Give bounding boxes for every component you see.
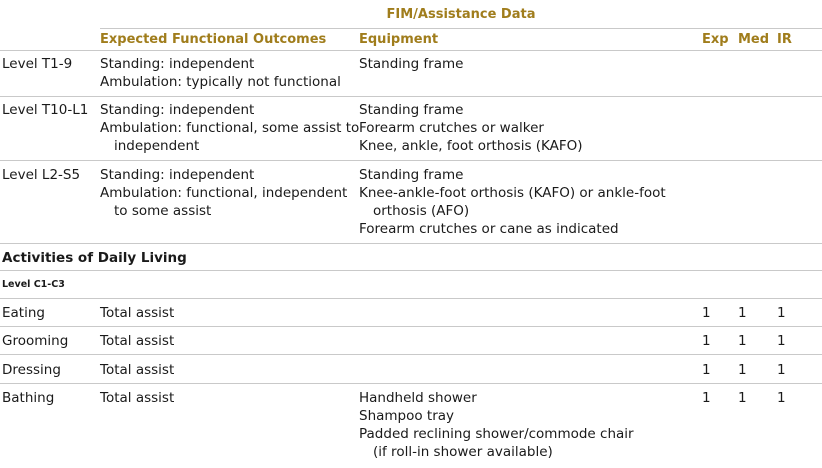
activity-label: Bathing <box>2 390 55 406</box>
equipment-line: Handheld shower <box>359 390 477 406</box>
row-rule <box>0 160 822 161</box>
col-header-equipment: Equipment <box>359 32 439 47</box>
level-label: Level L2-S5 <box>2 167 81 183</box>
ir-value: 1 <box>777 390 786 406</box>
row-rule <box>0 96 822 97</box>
activity-label: Eating <box>2 305 45 321</box>
outcome-line: independent <box>114 138 200 154</box>
equipment-line: Padded reclining shower/commode chair <box>359 426 634 442</box>
equipment-line: (if roll-in shower available) <box>373 444 553 460</box>
section-title: Activities of Daily Living <box>2 250 187 266</box>
assist-value: Total assist <box>100 362 175 378</box>
outcome-line: Ambulation: functional, independent <box>100 185 348 201</box>
equipment-line: orthosis (AFO) <box>373 203 470 219</box>
row-rule <box>0 298 822 299</box>
med-value: 1 <box>738 305 747 321</box>
col-header-med: Med <box>738 32 770 47</box>
equipment-line: Forearm crutches or walker <box>359 120 544 136</box>
title-rule <box>100 28 822 29</box>
equipment-line: Standing frame <box>359 56 464 72</box>
outcome-line: Standing: independent <box>100 102 255 118</box>
col-header-outcomes: Expected Functional Outcomes <box>100 32 327 47</box>
row-rule <box>0 383 822 384</box>
activity-label: Dressing <box>2 362 61 378</box>
row-rule <box>0 354 822 355</box>
outcome-line: to some assist <box>114 203 212 219</box>
equipment-cell <box>359 55 463 73</box>
header-rule <box>0 50 822 51</box>
outcome-line: Standing: independent <box>100 56 255 72</box>
outcomes-cell <box>100 101 359 155</box>
ir-value: 1 <box>777 305 786 321</box>
col-header-ir: IR <box>777 32 792 47</box>
equipment-cell <box>359 166 666 238</box>
outcome-line: Ambulation: typically not functional <box>100 74 341 90</box>
row-rule <box>0 326 822 327</box>
row-rule <box>0 243 822 244</box>
exp-value: 1 <box>702 333 711 349</box>
col-header-exp: Exp <box>702 32 729 47</box>
activity-label: Grooming <box>2 333 69 349</box>
exp-value: 1 <box>702 305 711 321</box>
table-title: FIM/Assistance Data <box>386 7 536 22</box>
equipment-line: Knee, ankle, foot orthosis (KAFO) <box>359 138 583 154</box>
assist-value: Total assist <box>100 390 175 406</box>
ir-value: 1 <box>777 362 786 378</box>
equipment-line: Standing frame <box>359 167 464 183</box>
equipment-line: Standing frame <box>359 102 464 118</box>
equipment-line: Forearm crutches or cane as indicated <box>359 221 619 237</box>
level-label: Level T10-L1 <box>2 102 89 118</box>
ir-value: 1 <box>777 333 786 349</box>
med-value: 1 <box>738 390 747 406</box>
equipment-line: Shampoo tray <box>359 408 455 424</box>
exp-value: 1 <box>702 390 711 406</box>
exp-value: 1 <box>702 362 711 378</box>
level-label: Level T1-9 <box>2 56 73 72</box>
assist-value: Total assist <box>100 305 175 321</box>
equipment-line: Knee-ankle-foot orthosis (KAFO) or ankle-foot <box>359 185 666 201</box>
outcome-line: Ambulation: functional, some assist to <box>100 120 360 136</box>
equipment-cell <box>359 101 583 155</box>
outcomes-cell <box>100 166 347 220</box>
subsection-title: Level C1-C3 <box>2 279 65 290</box>
outcomes-cell <box>100 55 341 91</box>
equipment-cell <box>359 389 634 461</box>
med-value: 1 <box>738 333 747 349</box>
assist-value: Total assist <box>100 333 175 349</box>
med-value: 1 <box>738 362 747 378</box>
row-rule <box>0 270 822 271</box>
outcome-line: Standing: independent <box>100 167 255 183</box>
